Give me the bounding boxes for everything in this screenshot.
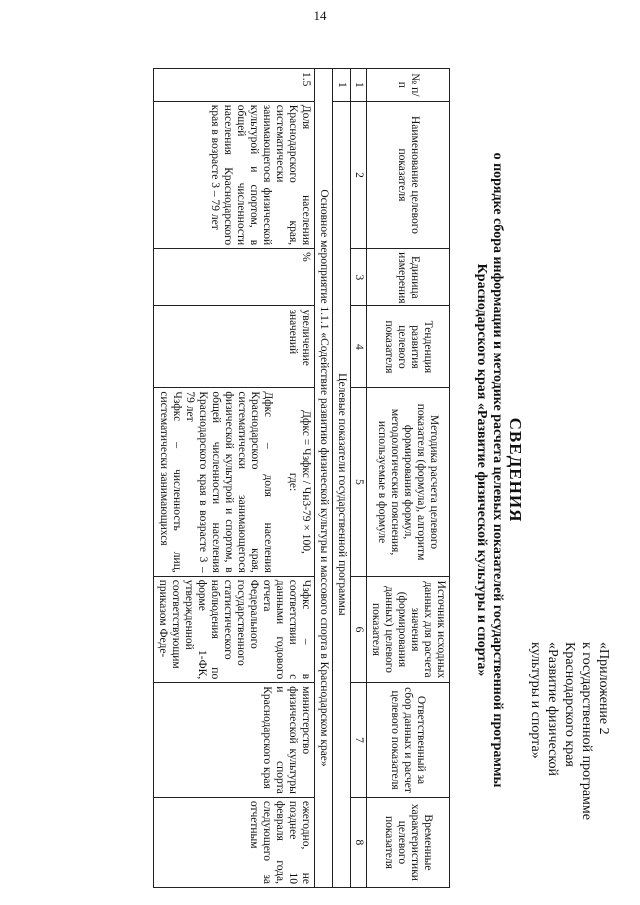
page-number: 14 xyxy=(313,8,327,23)
title-main: СВЕДЕНИЯ xyxy=(506,417,525,523)
appendix-note xyxy=(527,642,612,832)
header-number: № п/п xyxy=(367,69,450,102)
row-number: 1.5 xyxy=(154,69,315,102)
row-unit: % xyxy=(154,249,315,306)
section-title: Целевые показатели государственной программы xyxy=(333,101,351,887)
column-number: 6 xyxy=(351,576,367,682)
method-definition-count: Чзфкс – численность лиц, систематически занимающихся xyxy=(158,391,183,573)
method-where: где: xyxy=(287,472,299,492)
header-source: Источник исходных данных для расчета значения (формирования данных) целевого показателя xyxy=(367,576,450,682)
row-source: Чзфкс – в соответствии с данными годового отчета Федерального государственного статистического наблюдения по форме 1-ФК, утвержденной соответствующим приказом Феде- xyxy=(154,576,315,682)
appendix-line: к государственной программе xyxy=(579,642,594,820)
document-title xyxy=(473,50,525,890)
header-trend: Тенденция развития целевого показателя xyxy=(367,306,450,388)
header-responsible: Ответственный за сбор данных и расчет целевого показателя xyxy=(367,683,450,798)
row-trend: увеличение значений xyxy=(154,306,315,388)
header-method: Методика расчета целевого показателя (формула), алгоритм формирования формул, методологические пояснения, используемые в формуле xyxy=(367,388,450,576)
header-unit: Единица измерения xyxy=(367,249,450,306)
section-number: 1 xyxy=(333,69,351,102)
row-responsible: министерство физической культуры и спорта Краснодарского края xyxy=(154,683,315,798)
table-header-row xyxy=(367,69,450,888)
column-number: 2 xyxy=(351,101,367,248)
row-method xyxy=(154,388,315,576)
row-timing: ежегодно, не позднее 10 февраля года, следующего за отчетным xyxy=(154,797,315,887)
column-number: 8 xyxy=(351,797,367,887)
section-row xyxy=(333,69,351,888)
rotated-page-content xyxy=(25,50,620,890)
column-number: 1 xyxy=(351,69,367,102)
appendix-line: «Приложение 2 xyxy=(596,642,611,735)
column-number: 3 xyxy=(351,249,367,306)
method-formula: Дфкс = Чзфкс / Чн3-79 × 100, xyxy=(300,410,312,554)
appendix-line: Краснодарского края xyxy=(562,642,577,767)
column-number: 5 xyxy=(351,388,367,576)
title-line-1: о порядке сбора информации и методике расчета целевых показателей государственной программы xyxy=(490,152,505,788)
header-indicator-name: Наименование целевого показателя xyxy=(367,101,450,248)
table-row xyxy=(154,69,315,888)
method-definition-share: Дфкс – доля населения Краснодарского края, систематически занимающегося физической культурой и спортом, в общей численности населения Краснодарского края в возрасте 3 – 79 лет xyxy=(184,391,274,573)
column-number-row xyxy=(351,69,367,888)
event-row xyxy=(315,69,333,888)
appendix-line: культуры и спорта» xyxy=(528,642,543,759)
row-indicator-name: Доля населения Краснодарского края, систематически занимающегося физической культурой и спортом, в общей численности населения Краснодарского края в возрасте 3 – 79 лет xyxy=(154,101,315,248)
column-number: 4 xyxy=(351,306,367,388)
title-line-2: Краснодарского края «Развитие физической культуры и спорта» xyxy=(474,263,489,677)
indicators-table xyxy=(153,68,450,888)
event-title: Основное мероприятие 1.1.1 «Содействие развитию физической культуры и массового спорта в Краснодарском крае» xyxy=(315,69,333,888)
appendix-line: «Развитие физической xyxy=(545,642,560,776)
header-timing: Временные характеристики целевого показателя xyxy=(367,797,450,887)
column-number: 7 xyxy=(351,683,367,798)
